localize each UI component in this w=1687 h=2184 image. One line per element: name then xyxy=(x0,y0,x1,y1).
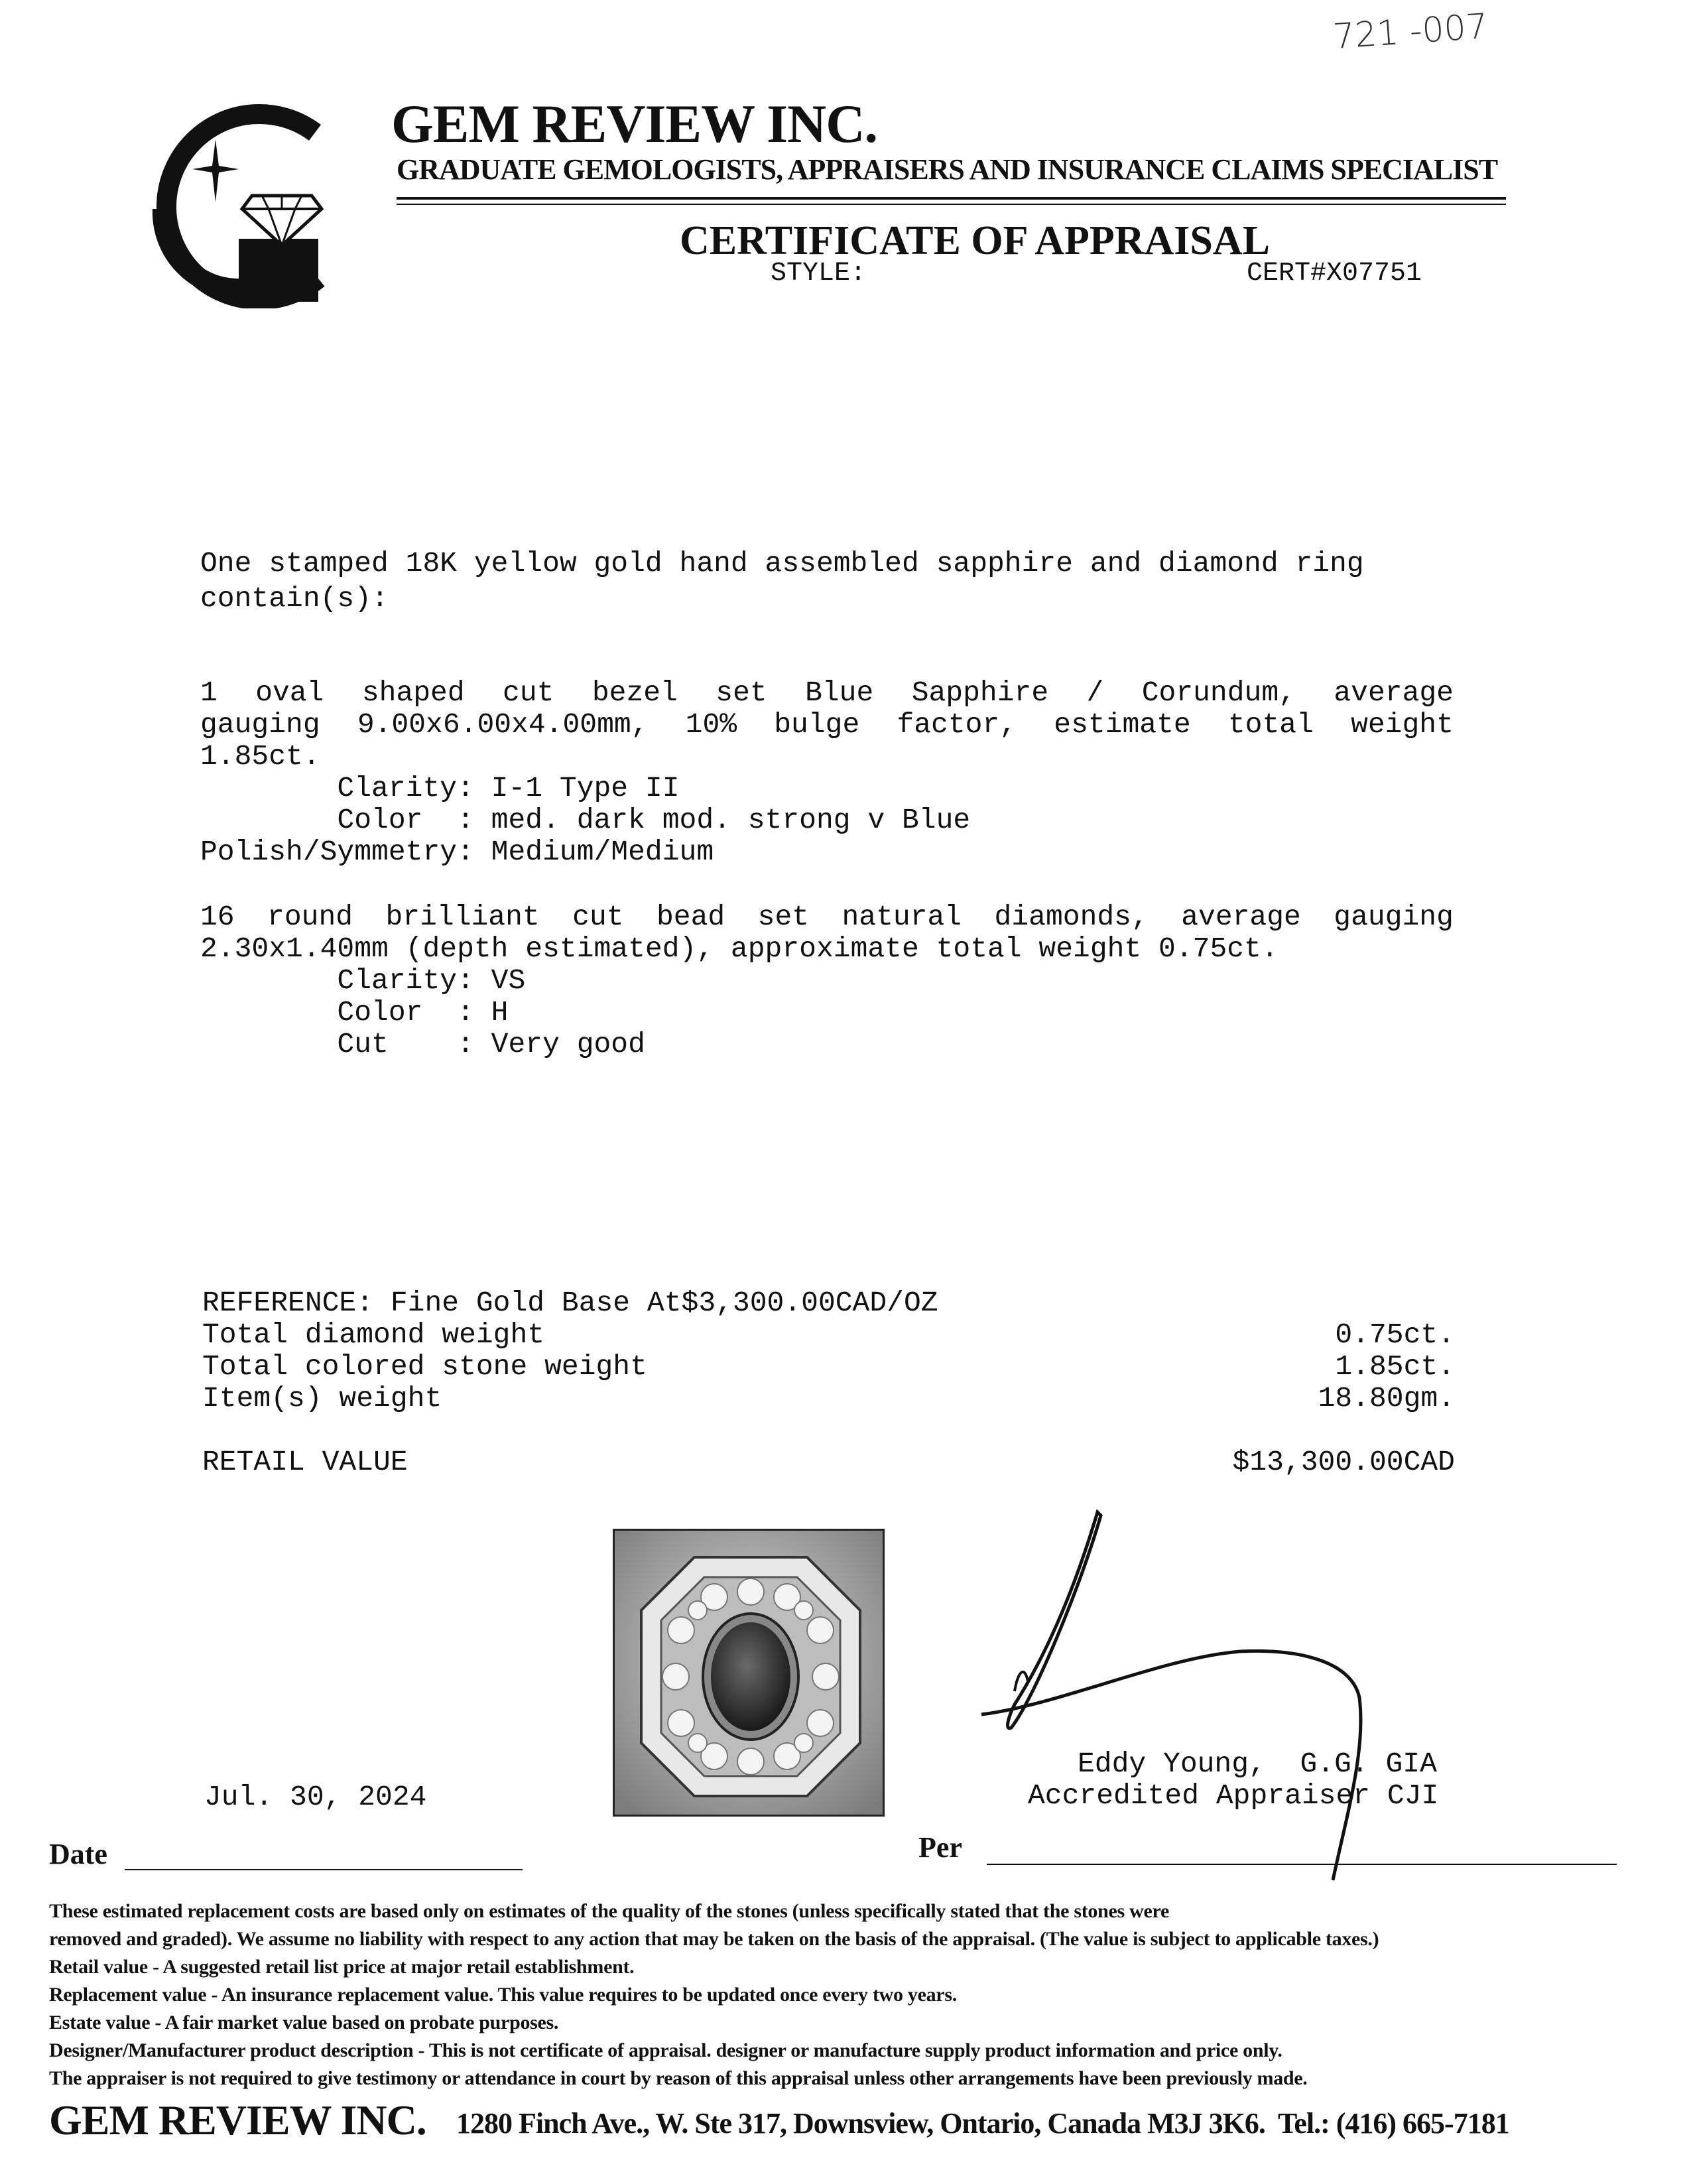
style-label: STYLE: xyxy=(771,259,867,289)
word: / xyxy=(1086,676,1104,709)
word: average xyxy=(1181,901,1301,933)
diamond-color: Color : H xyxy=(200,996,509,1029)
disclaimer-line: removed and graded). We assume no liability with respect to any action that may be taken on the basis of the appraisal. (The value is subject to applicable taxes.) xyxy=(49,1928,1379,1950)
word: shaped xyxy=(361,676,465,709)
word: gauging xyxy=(200,708,320,741)
retail-value-amount: $13,300.00CAD xyxy=(1232,1446,1455,1478)
word: Corundum, xyxy=(1141,676,1296,709)
disclaimer-line: Retail value - A suggested retail list price at major retail establishment. xyxy=(49,1956,635,1978)
word: 16 xyxy=(200,901,235,933)
word: average xyxy=(1334,676,1454,709)
word: 9.00x6.00x4.00mm, xyxy=(357,708,649,741)
word: bezel xyxy=(592,676,678,709)
word: oval xyxy=(255,676,324,709)
per-label: Per xyxy=(918,1831,962,1864)
footer-company-name: GEM REVIEW INC. xyxy=(49,2096,426,2144)
word: diamonds, xyxy=(994,901,1149,933)
word: weight xyxy=(1351,708,1454,741)
diamond-clarity: Clarity: VS xyxy=(200,964,526,997)
appraisal-date-value: Jul. 30, 2024 xyxy=(204,1781,427,1813)
handwritten-reference-note: 721 -007 xyxy=(1332,6,1489,58)
word: total xyxy=(1227,708,1314,741)
word: Sapphire xyxy=(911,676,1049,709)
footer-address: 1280 Finch Ave., W. Ste 317, Downsview, Ontario, Canada M3J 3K6. Tel.: (416) 665-7181 xyxy=(456,2107,1509,2140)
word: 1 xyxy=(200,676,218,709)
summary-value-diamond-weight: 0.75ct. xyxy=(1335,1318,1455,1351)
diamond-description-line-1 xyxy=(200,901,1454,933)
word: gauging xyxy=(1334,901,1454,933)
disclaimer-line: These estimated replacement costs are based only on estimates of the quality of the stones (unless specifically stated that the stones were xyxy=(49,1900,1169,1922)
disclaimer-line: The appraiser is not required to give testimony or attendance in court by reason of this appraisal unless other arrangements have been previously made. xyxy=(49,2067,1308,2089)
appraiser-credentials: Accredited Appraiser CJI xyxy=(1028,1779,1439,1812)
diamond-cut: Cut : Very good xyxy=(200,1028,645,1060)
word: bulge xyxy=(774,708,860,741)
summary-value-item-weight: 18.80gm. xyxy=(1318,1382,1455,1415)
intro-line-1: One stamped 18K yellow gold hand assembled sapphire and diamond ring xyxy=(200,547,1364,580)
word: bead xyxy=(656,901,725,933)
word: 10% xyxy=(685,708,737,741)
company-subtitle: GRADUATE GEMOLOGISTS, APPRAISERS AND INSURANCE CLAIMS SPECIALIST xyxy=(397,153,1498,186)
header-rule xyxy=(397,197,1506,200)
disclaimer-line: Estate value - A fair market value based on probate purposes. xyxy=(49,2012,559,2033)
company-name: GEM REVIEW INC. xyxy=(391,94,877,154)
summary-label-item-weight: Item(s) weight xyxy=(202,1382,442,1415)
word: brilliant xyxy=(385,901,540,933)
word: set xyxy=(757,901,810,933)
certificate-number: CERT#X07751 xyxy=(1247,259,1422,289)
per-line xyxy=(987,1864,1617,1865)
word: estimate xyxy=(1054,708,1191,741)
sapphire-clarity: Clarity: I-1 Type II xyxy=(200,772,680,804)
summary-value-colored-stone-weight: 1.85ct. xyxy=(1335,1350,1455,1383)
disclaimer-line: Designer/Manufacturer product description - This is not certificate of appraisal. designer or manufacture supply product information and price only. xyxy=(49,2039,1282,2061)
sapphire-weight: 1.85ct. xyxy=(200,740,320,773)
company-logo xyxy=(139,103,338,308)
sapphire-description-line-1 xyxy=(200,676,1454,709)
diamond-description-line-2: 2.30x1.40mm (depth estimated), approximate total weight 0.75ct. xyxy=(200,932,1279,965)
certificate-title: CERTIFICATE OF APPRAISAL xyxy=(680,218,1271,263)
word: factor, xyxy=(897,708,1017,741)
sapphire-polish-symmetry: Polish/Symmetry: Medium/Medium xyxy=(200,836,714,868)
ring-photo-image xyxy=(615,1531,883,1815)
word: cut xyxy=(503,676,554,709)
summary-label-diamond-weight: Total diamond weight xyxy=(202,1318,545,1351)
appraiser-name: Eddy Young, G.G. GIA xyxy=(1078,1748,1437,1780)
header-rule-thin xyxy=(397,204,1506,205)
word: natural xyxy=(842,901,962,933)
word: round xyxy=(267,901,353,933)
word: Blue xyxy=(805,676,874,709)
date-label: Date xyxy=(49,1838,107,1870)
intro-line-2: contain(s): xyxy=(200,582,389,615)
summary-label-colored-stone-weight: Total colored stone weight xyxy=(202,1350,647,1383)
word: cut xyxy=(572,901,624,933)
disclaimer-line: Replacement value - An insurance replacement value. This value requires to be updated once every two years. xyxy=(49,1984,957,2006)
sapphire-color: Color : med. dark mod. strong v Blue xyxy=(200,804,971,836)
appraiser-signature xyxy=(962,1499,1426,1884)
retail-value-label: RETAIL VALUE xyxy=(202,1446,408,1478)
ring-photo xyxy=(613,1529,885,1817)
word: set xyxy=(716,676,767,709)
reference-line: REFERENCE: Fine Gold Base At$3,300.00CAD/OZ xyxy=(202,1287,938,1319)
sapphire-description-line-2 xyxy=(200,708,1454,741)
date-line xyxy=(125,1869,523,1870)
